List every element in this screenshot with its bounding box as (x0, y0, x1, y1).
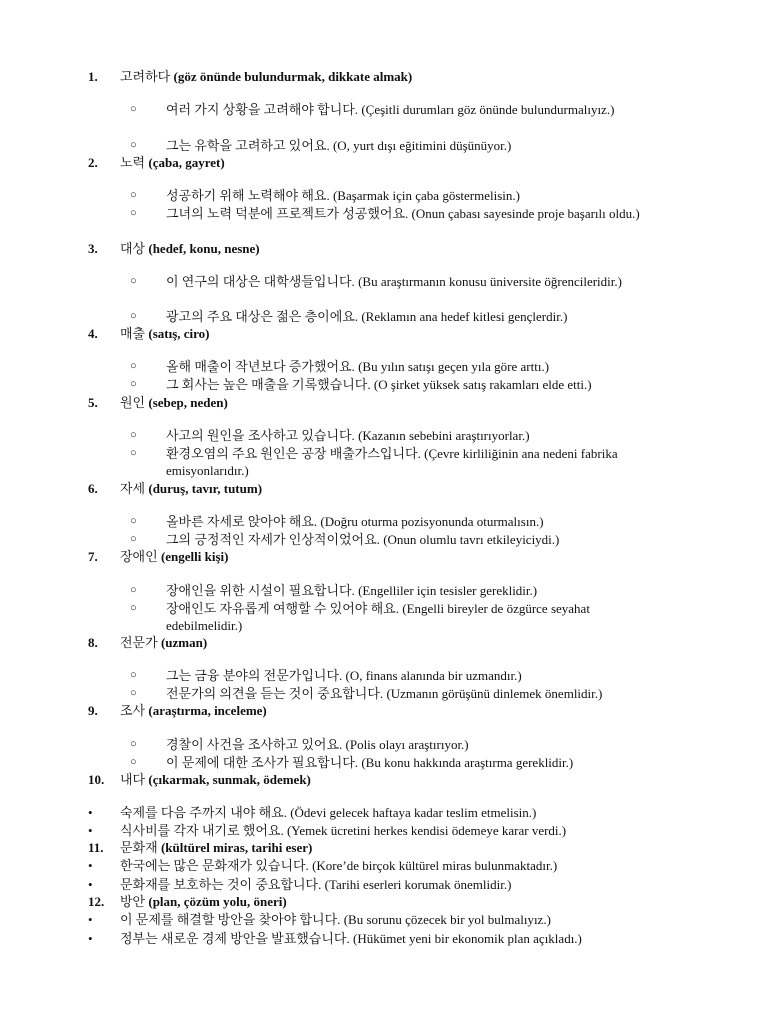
entry-heading (88, 549, 228, 565)
example-korean: 그의 긍정적인 자세가 인상적이었어요. (166, 532, 380, 547)
entry-heading (88, 155, 225, 171)
korean-word: 장애인 (120, 549, 158, 564)
turkish-meaning: (uzman) (160, 635, 208, 650)
entry-number: 10. (88, 772, 105, 787)
turkish-meaning: (kültürel miras, tarihi eser) (160, 840, 313, 855)
bullet-icon: • (88, 858, 93, 873)
example-korean: 광고의 주요 대상은 젊은 층이에요. (166, 309, 359, 324)
entry-number: 11. (88, 840, 104, 855)
example-korean: 이 문제에 대한 조사가 필요합니다. (166, 755, 359, 770)
turkish-meaning: (duruş, tavır, tutum) (148, 481, 263, 496)
circle-bullet-icon: ○ (130, 515, 137, 527)
circle-bullet-icon: ○ (130, 189, 137, 201)
example-korean: 전문가의 의견을 듣는 것이 중요합니다. (166, 686, 384, 701)
entry-heading (88, 395, 228, 411)
bullet-icon: • (88, 823, 93, 838)
example-korean: 그는 금융 분야의 전문가입니다. (166, 668, 343, 683)
entry-number: 1. (88, 69, 98, 84)
circle-bullet-icon: ○ (130, 310, 137, 322)
example-turkish: (Onun çabası sayesinde proje başarılı oldu.) (411, 206, 640, 221)
entry-number: 3. (88, 241, 98, 256)
example-korean: 그녀의 노력 덕분에 프로젝트가 성공했어요. (166, 206, 409, 221)
entry-number: 5. (88, 395, 98, 410)
circle-bullet-icon: ○ (130, 103, 137, 115)
turkish-meaning: (plan, çözüm yolu, öneri) (148, 894, 287, 909)
circle-bullet-icon: ○ (130, 207, 137, 219)
circle-bullet-icon: ○ (130, 669, 137, 681)
entry-number: 7. (88, 549, 98, 564)
turkish-meaning: (hedef, konu, nesne) (148, 241, 260, 256)
example-turkish: (Reklamın ana hedef kitlesi gençlerdir.) (361, 309, 568, 324)
circle-bullet-icon: ○ (130, 533, 137, 545)
example-turkish: (Yemek ücretini herkes kendisi ödemeye karar verdi.) (286, 823, 567, 838)
example-korean: 여러 가지 상황을 고려해야 합니다. (166, 102, 359, 117)
example-turkish: (Kazanın sebebini araştırıyorlar.) (358, 428, 530, 443)
circle-bullet-icon: ○ (130, 584, 137, 596)
bullet-icon: • (88, 931, 93, 946)
example-korean: 그는 유학을 고려하고 있어요. (166, 138, 330, 153)
korean-word: 내다 (120, 772, 146, 787)
korean-word: 자세 (120, 481, 146, 496)
example-turkish: (Hükümet yeni bir ekonomik plan açıkladı.) (353, 931, 582, 946)
entry-heading (88, 894, 287, 910)
example-korean: 사고의 원인을 조사하고 있습니다. (166, 428, 355, 443)
example-korean: 올바른 자세로 앉아야 해요. (166, 514, 318, 529)
example-turkish: (Bu araştırmanın konusu üniversite öğrencileridir.) (358, 274, 622, 289)
example-turkish: (Doğru oturma pozisyonunda oturmalısın.) (320, 514, 544, 529)
circle-bullet-icon: ○ (130, 139, 137, 151)
circle-bullet-icon: ○ (130, 360, 137, 372)
entry-heading (88, 69, 412, 85)
circle-bullet-icon: ○ (130, 275, 137, 287)
example-turkish: (Onun olumlu tavrı etkileyiciydi.) (383, 532, 560, 547)
korean-word: 매출 (120, 326, 146, 341)
bullet-icon: • (88, 912, 93, 927)
example-korean: 한국에는 많은 문화재가 있습니다. (120, 858, 309, 873)
circle-bullet-icon: ○ (130, 687, 137, 699)
circle-bullet-icon: ○ (130, 756, 137, 768)
example-turkish: (O, yurt dışı eğitimini düşünüyor.) (332, 138, 512, 153)
example-turkish: (Engelli bireyler de özgürce seyahat edebilmelidir.) (166, 601, 590, 633)
turkish-meaning: (çaba, gayret) (148, 155, 225, 170)
example-turkish: (Bu konu hakkında araştırma gereklidir.) (361, 755, 574, 770)
example-turkish: (O şirket yüksek satış rakamları elde etti.) (373, 377, 592, 392)
korean-word: 방안 (120, 894, 146, 909)
korean-word: 노력 (120, 155, 146, 170)
turkish-meaning: (satış, ciro) (148, 326, 210, 341)
example-turkish: (Polis olayı araştırıyor.) (345, 737, 469, 752)
example-korean: 환경오염의 주요 원인은 공장 배출가스입니다. (166, 446, 421, 461)
example-turkish: (Bu yılın satışı geçen yıla göre arttı.) (358, 359, 550, 374)
circle-bullet-icon: ○ (130, 429, 137, 441)
korean-word: 대상 (120, 241, 146, 256)
entry-number: 4. (88, 326, 98, 341)
circle-bullet-icon: ○ (130, 738, 137, 750)
turkish-meaning: (engelli kişi) (160, 549, 229, 564)
entry-number: 12. (88, 894, 105, 909)
example-turkish: (Tarihi eserleri korumak önemlidir.) (324, 877, 512, 892)
example-turkish: (Kore’de birçok kültürel miras bulunmaktadır.) (312, 858, 558, 873)
example-korean: 성공하기 위해 노력해야 해요. (166, 188, 330, 203)
example-korean: 장애인을 위한 시설이 필요합니다. (166, 583, 355, 598)
example-turkish: (Başarmak için çaba göstermelisin.) (332, 188, 520, 203)
korean-word: 조사 (120, 703, 146, 718)
entry-heading (88, 635, 207, 651)
example-korean: 장애인도 자유롭게 여행할 수 있어야 해요. (166, 601, 399, 616)
example-korean: 문화재를 보호하는 것이 중요합니다. (120, 877, 322, 892)
korean-word: 문화재 (120, 840, 158, 855)
entry-heading (88, 326, 210, 342)
example-turkish: (Uzmanın görüşünü dinlemek önemlidir.) (386, 686, 603, 701)
circle-bullet-icon: ○ (130, 447, 137, 459)
entry-heading (88, 241, 260, 257)
entry-heading (88, 772, 311, 788)
entry-heading (88, 840, 312, 856)
example-turkish: (O, finans alanında bir uzmandır.) (345, 668, 522, 683)
korean-word: 원인 (120, 395, 146, 410)
example-korean: 경찰이 사건을 조사하고 있어요. (166, 737, 343, 752)
korean-word: 전문가 (120, 635, 158, 650)
entry-heading (88, 481, 262, 497)
example-korean: 식사비를 각자 내기로 했어요. (120, 823, 284, 838)
korean-word: 고려하다 (120, 69, 171, 84)
circle-bullet-icon: ○ (130, 602, 137, 614)
example-turkish: (Çeşitli durumları göz önünde bulundurmalıyız.) (361, 102, 615, 117)
turkish-meaning: (çıkarmak, sunmak, ödemek) (148, 772, 311, 787)
entry-heading (88, 703, 267, 719)
example-turkish: (Çevre kirliliğinin ana nedeni fabrika emisyonlarıdır.) (166, 446, 618, 478)
turkish-meaning: (araştırma, inceleme) (148, 703, 267, 718)
example-turkish: (Ödevi gelecek haftaya kadar teslim etmelisin.) (290, 805, 537, 820)
example-korean: 그 회사는 높은 매출을 기록했습니다. (166, 377, 371, 392)
turkish-meaning: (göz önünde bulundurmak, dikkate almak) (173, 69, 413, 84)
turkish-meaning: (sebep, neden) (148, 395, 228, 410)
example-korean: 올해 매출이 작년보다 증가했어요. (166, 359, 355, 374)
circle-bullet-icon: ○ (130, 378, 137, 390)
example-korean: 정부는 새로운 경제 방안을 발표했습니다. (120, 931, 350, 946)
example-turkish: (Engelliler için tesisler gereklidir.) (358, 583, 538, 598)
entry-number: 2. (88, 155, 98, 170)
example-korean: 이 문제를 해결할 방안을 찾아야 합니다. (120, 912, 341, 927)
example-turkish: (Bu sorunu çözecek bir yol bulmalıyız.) (343, 912, 551, 927)
example-korean: 숙제를 다음 주까지 내야 해요. (120, 805, 287, 820)
entry-number: 6. (88, 481, 98, 496)
entry-number: 9. (88, 703, 98, 718)
example-korean: 이 연구의 대상은 대학생들입니다. (166, 274, 355, 289)
bullet-icon: • (88, 805, 93, 820)
entry-number: 8. (88, 635, 98, 650)
bullet-icon: • (88, 877, 93, 892)
